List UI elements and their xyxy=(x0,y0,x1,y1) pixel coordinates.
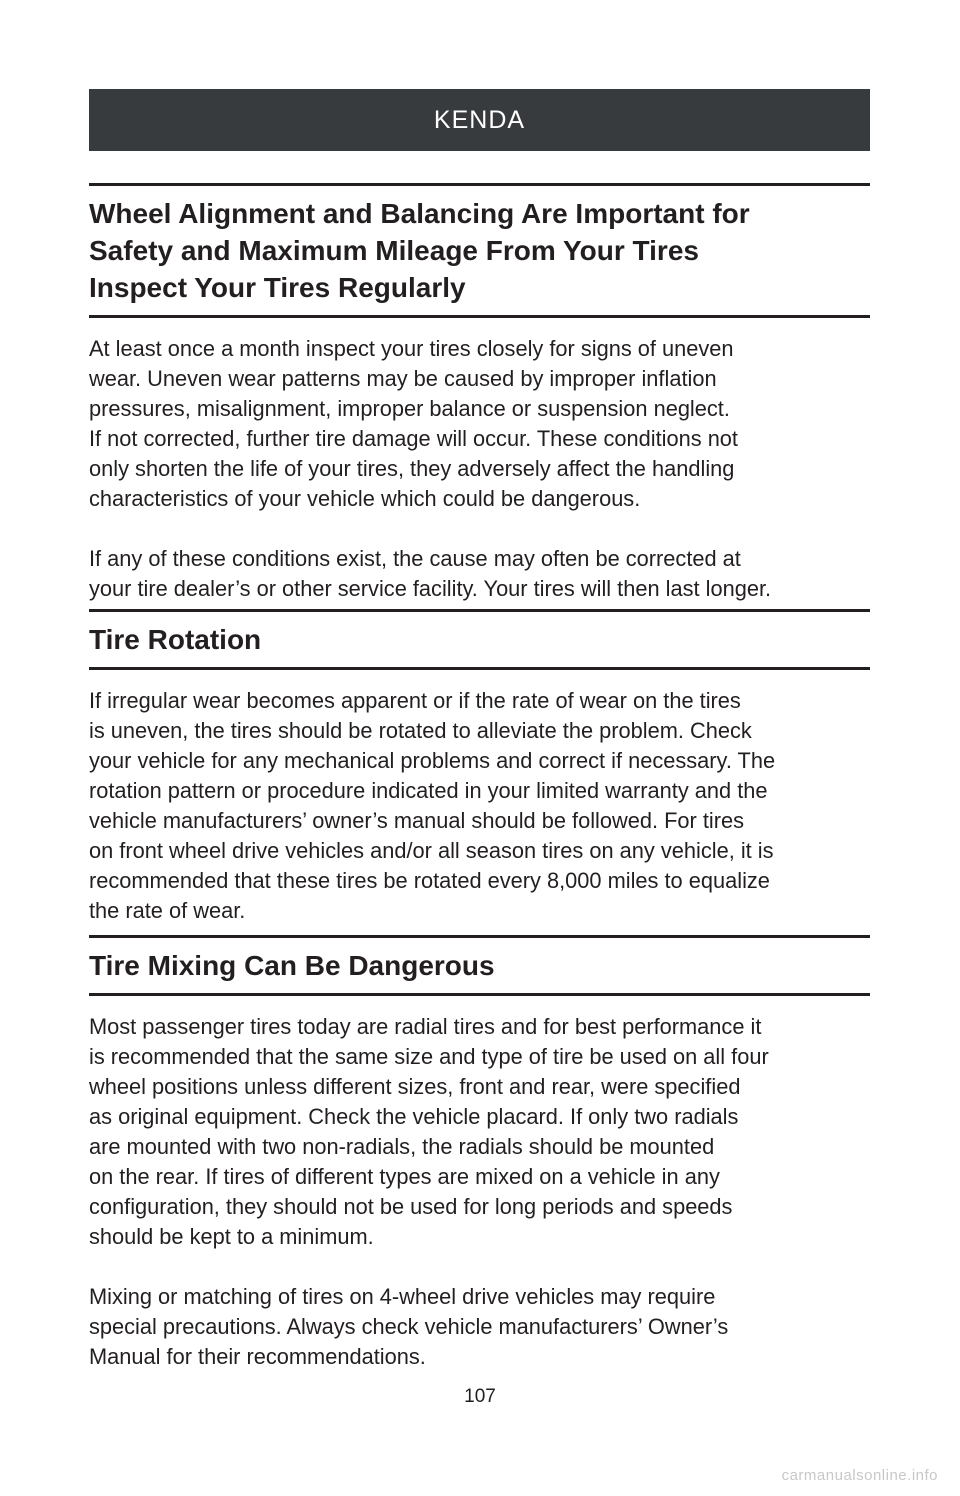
section-tire-rotation xyxy=(89,609,870,926)
heading-line: Inspect Your Tires Regularly xyxy=(89,272,466,303)
paragraph xyxy=(89,686,870,926)
section-tire-mixing xyxy=(89,935,870,1372)
text-line: pressures, misalignment, improper balance or suspension neglect. xyxy=(89,396,730,421)
page-number: 107 xyxy=(464,1386,496,1407)
paragraph xyxy=(89,334,870,514)
text-line: is recommended that the same size and type of tire be used on all four xyxy=(89,1044,769,1069)
text-line: on the rear. If tires of different types are mixed on a vehicle in any xyxy=(89,1164,720,1189)
text-line: are mounted with two non-radials, the radials should be mounted xyxy=(89,1134,715,1159)
paragraph xyxy=(89,1282,870,1372)
text-line: Manual for their recommendations. xyxy=(89,1344,426,1369)
text-line: on front wheel drive vehicles and/or all season tires on any vehicle, it is xyxy=(89,838,774,863)
header-title: KENDA xyxy=(433,105,526,134)
text-line: If irregular wear becomes apparent or if the rate of wear on the tires xyxy=(89,688,741,713)
text-line: wear. Uneven wear patterns may be caused by improper inflation xyxy=(89,366,717,391)
heading-line: Wheel Alignment and Balancing Are Important for xyxy=(89,198,750,229)
paragraph xyxy=(89,544,870,604)
text-line: At least once a month inspect your tires closely for signs of uneven xyxy=(89,336,734,361)
heading-line: Tire Rotation xyxy=(89,624,262,655)
section-wheel-alignment xyxy=(89,183,870,604)
text-line: configuration, they should not be used for long periods and speeds xyxy=(89,1194,733,1219)
section-heading xyxy=(89,612,870,667)
heading-line: Tire Mixing Can Be Dangerous xyxy=(89,950,495,981)
text-line: If any of these conditions exist, the cause may often be corrected at xyxy=(89,546,741,571)
text-line: special precautions. Always check vehicle manufacturers’ Owner’s xyxy=(89,1314,729,1339)
section-heading xyxy=(89,186,870,315)
text-line: wheel positions unless different sizes, front and rear, were specified xyxy=(89,1074,741,1099)
text-line: the rate of wear. xyxy=(89,898,246,923)
text-line: only shorten the life of your tires, they adversely affect the handling xyxy=(89,456,735,481)
watermark: carmanualsonline.info xyxy=(781,1467,938,1484)
text-line: Most passenger tires today are radial tires and for best performance it xyxy=(89,1014,762,1039)
text-line: your vehicle for any mechanical problems and correct if necessary. The xyxy=(89,748,776,773)
section-heading xyxy=(89,938,870,993)
header-bar xyxy=(89,89,870,151)
text-line: If not corrected, further tire damage will occur. These conditions not xyxy=(89,426,738,451)
heading-line: Safety and Maximum Mileage From Your Tires xyxy=(89,235,699,266)
text-line: your tire dealer’s or other service facility. Your tires will then last longer. xyxy=(89,576,772,601)
text-line: as original equipment. Check the vehicle placard. If only two radials xyxy=(89,1104,739,1129)
text-line: should be kept to a minimum. xyxy=(89,1224,374,1249)
text-line: Mixing or matching of tires on 4-wheel drive vehicles may require xyxy=(89,1284,716,1309)
text-line: is uneven, the tires should be rotated to alleviate the problem. Check xyxy=(89,718,752,743)
text-line: rotation pattern or procedure indicated in your limited warranty and the xyxy=(89,778,768,803)
text-line: recommended that these tires be rotated every 8,000 miles to equalize xyxy=(89,868,770,893)
text-line: vehicle manufacturers’ owner’s manual should be followed. For tires xyxy=(89,808,745,833)
text-line: characteristics of your vehicle which could be dangerous. xyxy=(89,486,641,511)
paragraph xyxy=(89,1012,870,1252)
